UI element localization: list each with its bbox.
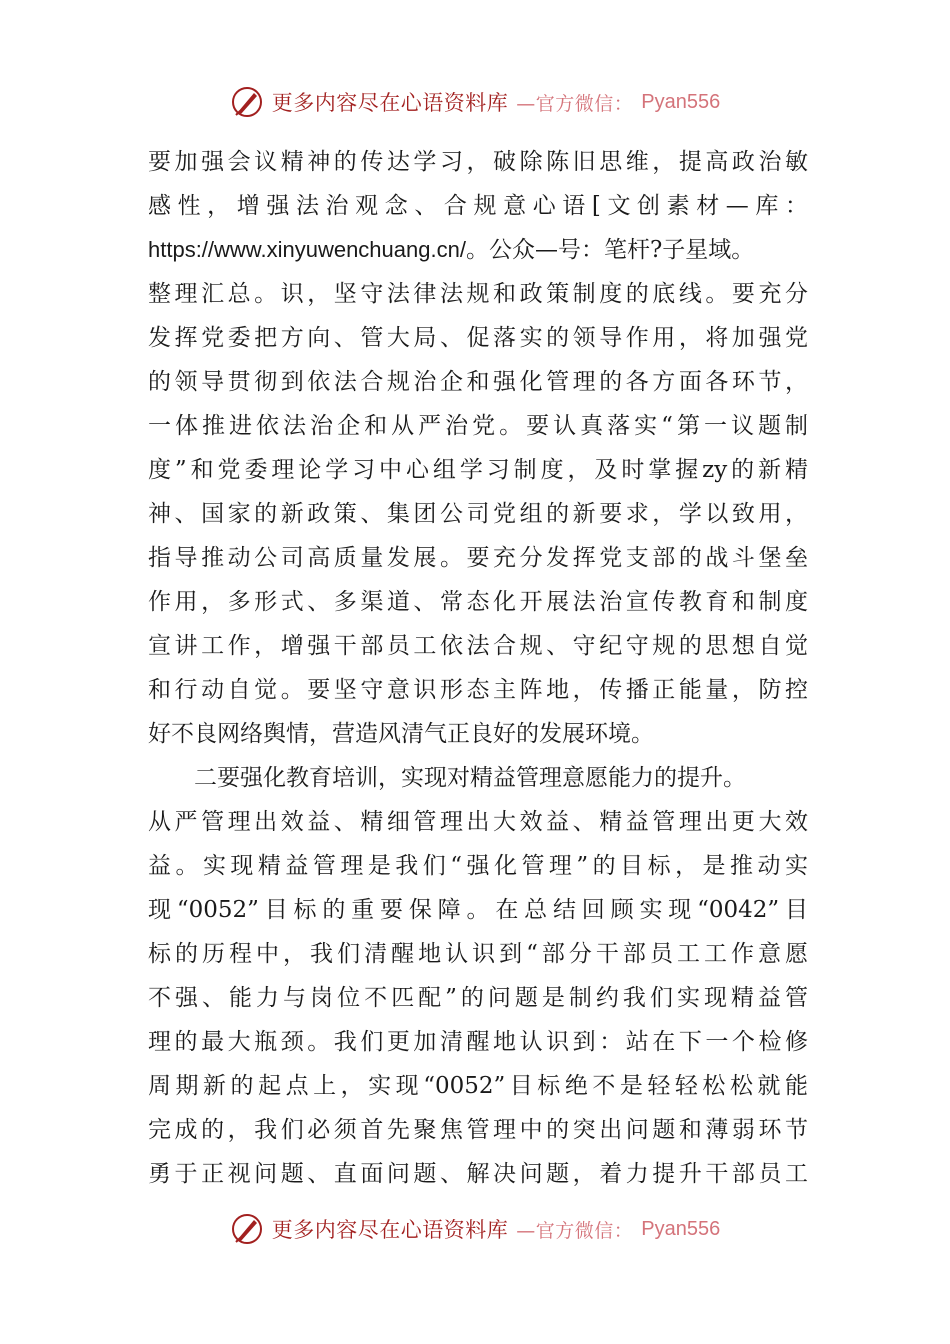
- text-line: 的领导贯彻到依法合规治企和强化管理的各方面各环节，: [148, 369, 808, 395]
- text-line-with-url: [148, 228, 808, 272]
- text-line-tail: 。公众—号：笔杆?子星域。: [465, 237, 755, 263]
- paragraph-heading-line: 二要强化教育培训，实现对精益管理意愿能力的提升。: [194, 765, 746, 791]
- banner-wechat-id: Pyan556: [641, 90, 721, 113]
- text-line: 周期新的起点上，实现“0052”目标绝不是轻轻松松就能: [148, 1073, 808, 1099]
- text-line: 神、国家的新政策、集团公司党组的新要求，学以致用，: [148, 501, 808, 527]
- banner-wechat-id: Pyan556: [641, 1217, 721, 1240]
- text-line: 度”和党委理论学习中心组学习制度，及时掌握zy的新精: [148, 457, 808, 483]
- pen-logo-icon: [230, 1212, 264, 1246]
- text-line: 和行动自觉。要坚守意识形态主阵地，传播正能量，防控: [148, 677, 808, 703]
- text-line: 理的最大瓶颈。我们更加清醒地认识到：站在下一个检修: [148, 1029, 808, 1055]
- text-line: 完成的，我们必须首先聚焦管理中的突出问题和薄弱环节: [148, 1117, 808, 1143]
- banner-subtitle: —官方微信：: [516, 92, 634, 115]
- text-line: 要加强会议精神的传达学习，破除陈旧思维，提高政治敏: [148, 149, 808, 175]
- text-line: 不强、能力与岗位不匹配”的问题是制约我们实现精益管: [148, 985, 808, 1011]
- banner-title: 更多内容尽在心语资料库: [271, 1218, 509, 1242]
- banner-subtitle: —官方微信：: [516, 1219, 634, 1242]
- text-line: 从严管理出效益、精细管理出大效益、精益管理出更大效: [148, 809, 808, 835]
- banner-title: 更多内容尽在心语资料库: [271, 91, 509, 115]
- text-line: 好不良网络舆情，营造风清气正良好的发展环境。: [148, 721, 654, 747]
- text-line: 标的历程中，我们清醒地认识到“部分干部员工工作意愿: [148, 941, 808, 967]
- text-line: 勇于正视问题、直面问题、解决问题，着力提升干部员工: [148, 1161, 808, 1187]
- text-line: 一体推进依法治企和从严治党。要认真落实“第一议题制: [148, 413, 808, 439]
- header-banner: [0, 84, 950, 120]
- text-line: 整理汇总。识，坚守法律法规和政策制度的底线。要充分: [148, 281, 808, 307]
- text-line: 宣讲工作，增强干部员工依法合规、守纪守规的思想自觉: [148, 633, 808, 659]
- pen-logo-icon: [230, 85, 264, 119]
- text-line: 现“0052”目标的重要保障。在总结回顾实现“0042”目: [148, 897, 808, 923]
- footer-banner: [0, 1211, 950, 1247]
- source-url: https://www.xinyuwenchuang.cn/: [148, 237, 466, 262]
- document-body: [148, 140, 808, 1196]
- text-line: 感性，增强法治观念、合规意心语[文创素材—库：: [148, 193, 808, 219]
- text-line: 益。实现精益管理是我们“强化管理”的目标，是推动实: [148, 853, 808, 879]
- text-line: 作用，多形式、多渠道、常态化开展法治宣传教育和制度: [148, 589, 808, 615]
- text-line: 发挥党委把方向、管大局、促落实的领导作用，将加强党: [148, 325, 808, 351]
- text-line: 指导推动公司高质量发展。要充分发挥党支部的战斗堡垒: [148, 545, 808, 571]
